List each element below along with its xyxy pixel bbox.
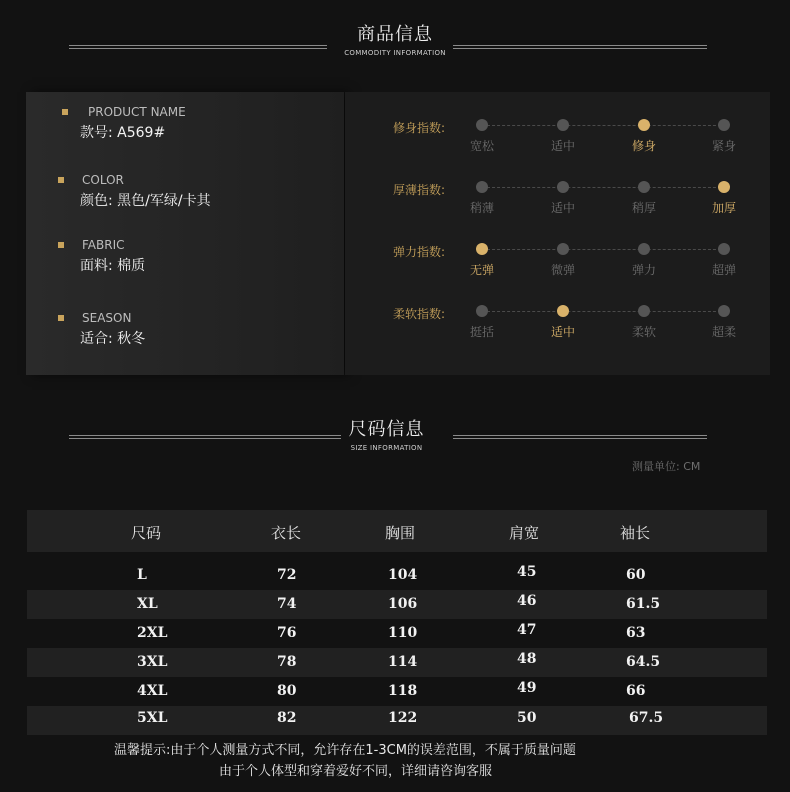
index-option: 稍薄 — [469, 201, 494, 215]
cell-shoulder: 47 — [517, 622, 537, 638]
info-label: FABRIC — [82, 238, 125, 252]
index-dot — [557, 243, 569, 255]
cell-length: 80 — [277, 683, 297, 699]
product-info-card — [26, 92, 344, 375]
fit-index-card — [345, 92, 770, 375]
bullet-icon — [58, 177, 64, 183]
cell-chest: 122 — [388, 710, 418, 726]
index-option: 无弹 — [469, 263, 494, 277]
cell-length: 78 — [277, 654, 297, 670]
cell-chest: 110 — [388, 625, 418, 641]
header-sleeve: 袖长 — [620, 524, 651, 542]
index-option: 紧身 — [711, 139, 736, 153]
commodity-title: 商品信息 — [357, 24, 433, 45]
cell-size: XL — [137, 596, 158, 612]
index-track — [482, 311, 726, 312]
table-row — [27, 619, 767, 648]
cell-chest: 118 — [388, 683, 418, 699]
header-length: 衣长 — [271, 524, 302, 542]
cell-sleeve: 66 — [626, 683, 646, 699]
index-track — [482, 187, 726, 188]
info-value: 颜色: 黑色/军绿/卡其 — [80, 193, 211, 209]
note-line-2: 由于个人体型和穿着爱好不同，详细请咨询客服 — [219, 764, 493, 779]
cell-length: 74 — [277, 596, 297, 612]
index-dot — [638, 305, 650, 317]
size-heading — [0, 415, 773, 452]
info-label: SEASON — [82, 311, 132, 325]
table-row — [27, 677, 767, 706]
bullet-icon — [62, 109, 68, 115]
index-option: 修身 — [631, 139, 656, 153]
header-shoulder: 肩宽 — [509, 524, 540, 542]
index-option: 弹力 — [631, 263, 656, 277]
cell-sleeve: 64.5 — [626, 654, 661, 670]
cell-shoulder: 48 — [517, 651, 537, 667]
index-dot — [476, 181, 488, 193]
index-dot — [476, 243, 488, 255]
bullet-icon — [58, 242, 64, 248]
index-option: 稍厚 — [631, 201, 656, 215]
index-label: 弹力指数: — [393, 245, 446, 259]
bullet-icon — [58, 315, 64, 321]
size-table-header — [27, 510, 767, 552]
index-dot — [638, 119, 650, 131]
cell-size: 3XL — [137, 654, 168, 670]
index-option: 适中 — [550, 325, 575, 339]
size-subtitle: SIZE INFORMATION — [350, 444, 423, 452]
index-dot — [557, 181, 569, 193]
index-option: 微弹 — [550, 263, 575, 277]
index-option: 柔软 — [631, 325, 656, 339]
table-row — [27, 706, 767, 735]
table-row — [27, 648, 767, 677]
index-row-softness — [345, 305, 770, 345]
index-option: 超弹 — [711, 263, 736, 277]
info-label: PRODUCT NAME — [88, 105, 186, 119]
cell-sleeve: 60 — [626, 567, 646, 583]
index-option: 宽松 — [469, 139, 494, 153]
index-track — [482, 125, 726, 126]
index-dot — [638, 243, 650, 255]
index-option: 适中 — [550, 201, 575, 215]
table-row — [27, 590, 767, 619]
index-dot — [718, 305, 730, 317]
note-line-1: 温馨提示:由于个人测量方式不同，允许存在1-3CM的误差范围，不属于质量问题 — [114, 743, 576, 758]
index-dot — [557, 119, 569, 131]
index-row-thickness — [345, 181, 770, 221]
cell-length: 72 — [277, 567, 297, 583]
commodity-subtitle: COMMODITY INFORMATION — [344, 49, 446, 57]
cell-size: 5XL — [137, 710, 168, 726]
index-track — [482, 249, 726, 250]
size-title: 尺码信息 — [348, 419, 425, 440]
info-value: 面料: 棉质 — [80, 258, 146, 274]
index-dot — [557, 305, 569, 317]
index-option: 适中 — [550, 139, 575, 153]
index-dot — [476, 119, 488, 131]
cell-size: 2XL — [137, 625, 168, 641]
cell-size: L — [137, 567, 147, 583]
cell-chest: 114 — [388, 654, 418, 670]
index-dot — [476, 305, 488, 317]
cell-chest: 106 — [388, 596, 418, 612]
cell-shoulder: 45 — [517, 564, 537, 580]
index-row-fit — [345, 119, 770, 159]
index-label: 厚薄指数: — [393, 183, 446, 197]
info-label: COLOR — [82, 173, 124, 187]
index-label: 柔软指数: — [393, 307, 446, 321]
index-dot — [718, 119, 730, 131]
cell-length: 82 — [277, 710, 297, 726]
info-value: 适合: 秋冬 — [80, 331, 146, 347]
cell-length: 76 — [277, 625, 297, 641]
cell-sleeve: 67.5 — [629, 710, 664, 726]
header-size: 尺码 — [131, 524, 162, 542]
cell-chest: 104 — [388, 567, 418, 583]
header-chest: 胸围 — [385, 524, 416, 542]
index-row-elasticity — [345, 243, 770, 283]
index-dot — [718, 181, 730, 193]
cell-shoulder: 50 — [517, 710, 537, 726]
cell-sleeve: 61.5 — [626, 596, 661, 612]
index-option: 加厚 — [711, 201, 736, 215]
cell-sleeve: 63 — [626, 625, 646, 641]
info-value: 款号: A569# — [80, 125, 166, 141]
commodity-heading — [0, 20, 790, 57]
index-label: 修身指数: — [393, 121, 446, 135]
cell-size: 4XL — [137, 683, 168, 699]
cell-shoulder: 49 — [517, 680, 537, 696]
index-dot — [638, 181, 650, 193]
index-dot — [718, 243, 730, 255]
measurement-unit: 测量单位: CM — [632, 460, 701, 473]
index-option: 超柔 — [711, 325, 736, 339]
cell-shoulder: 46 — [517, 593, 537, 609]
index-option: 挺括 — [469, 325, 494, 339]
table-row — [27, 561, 767, 590]
